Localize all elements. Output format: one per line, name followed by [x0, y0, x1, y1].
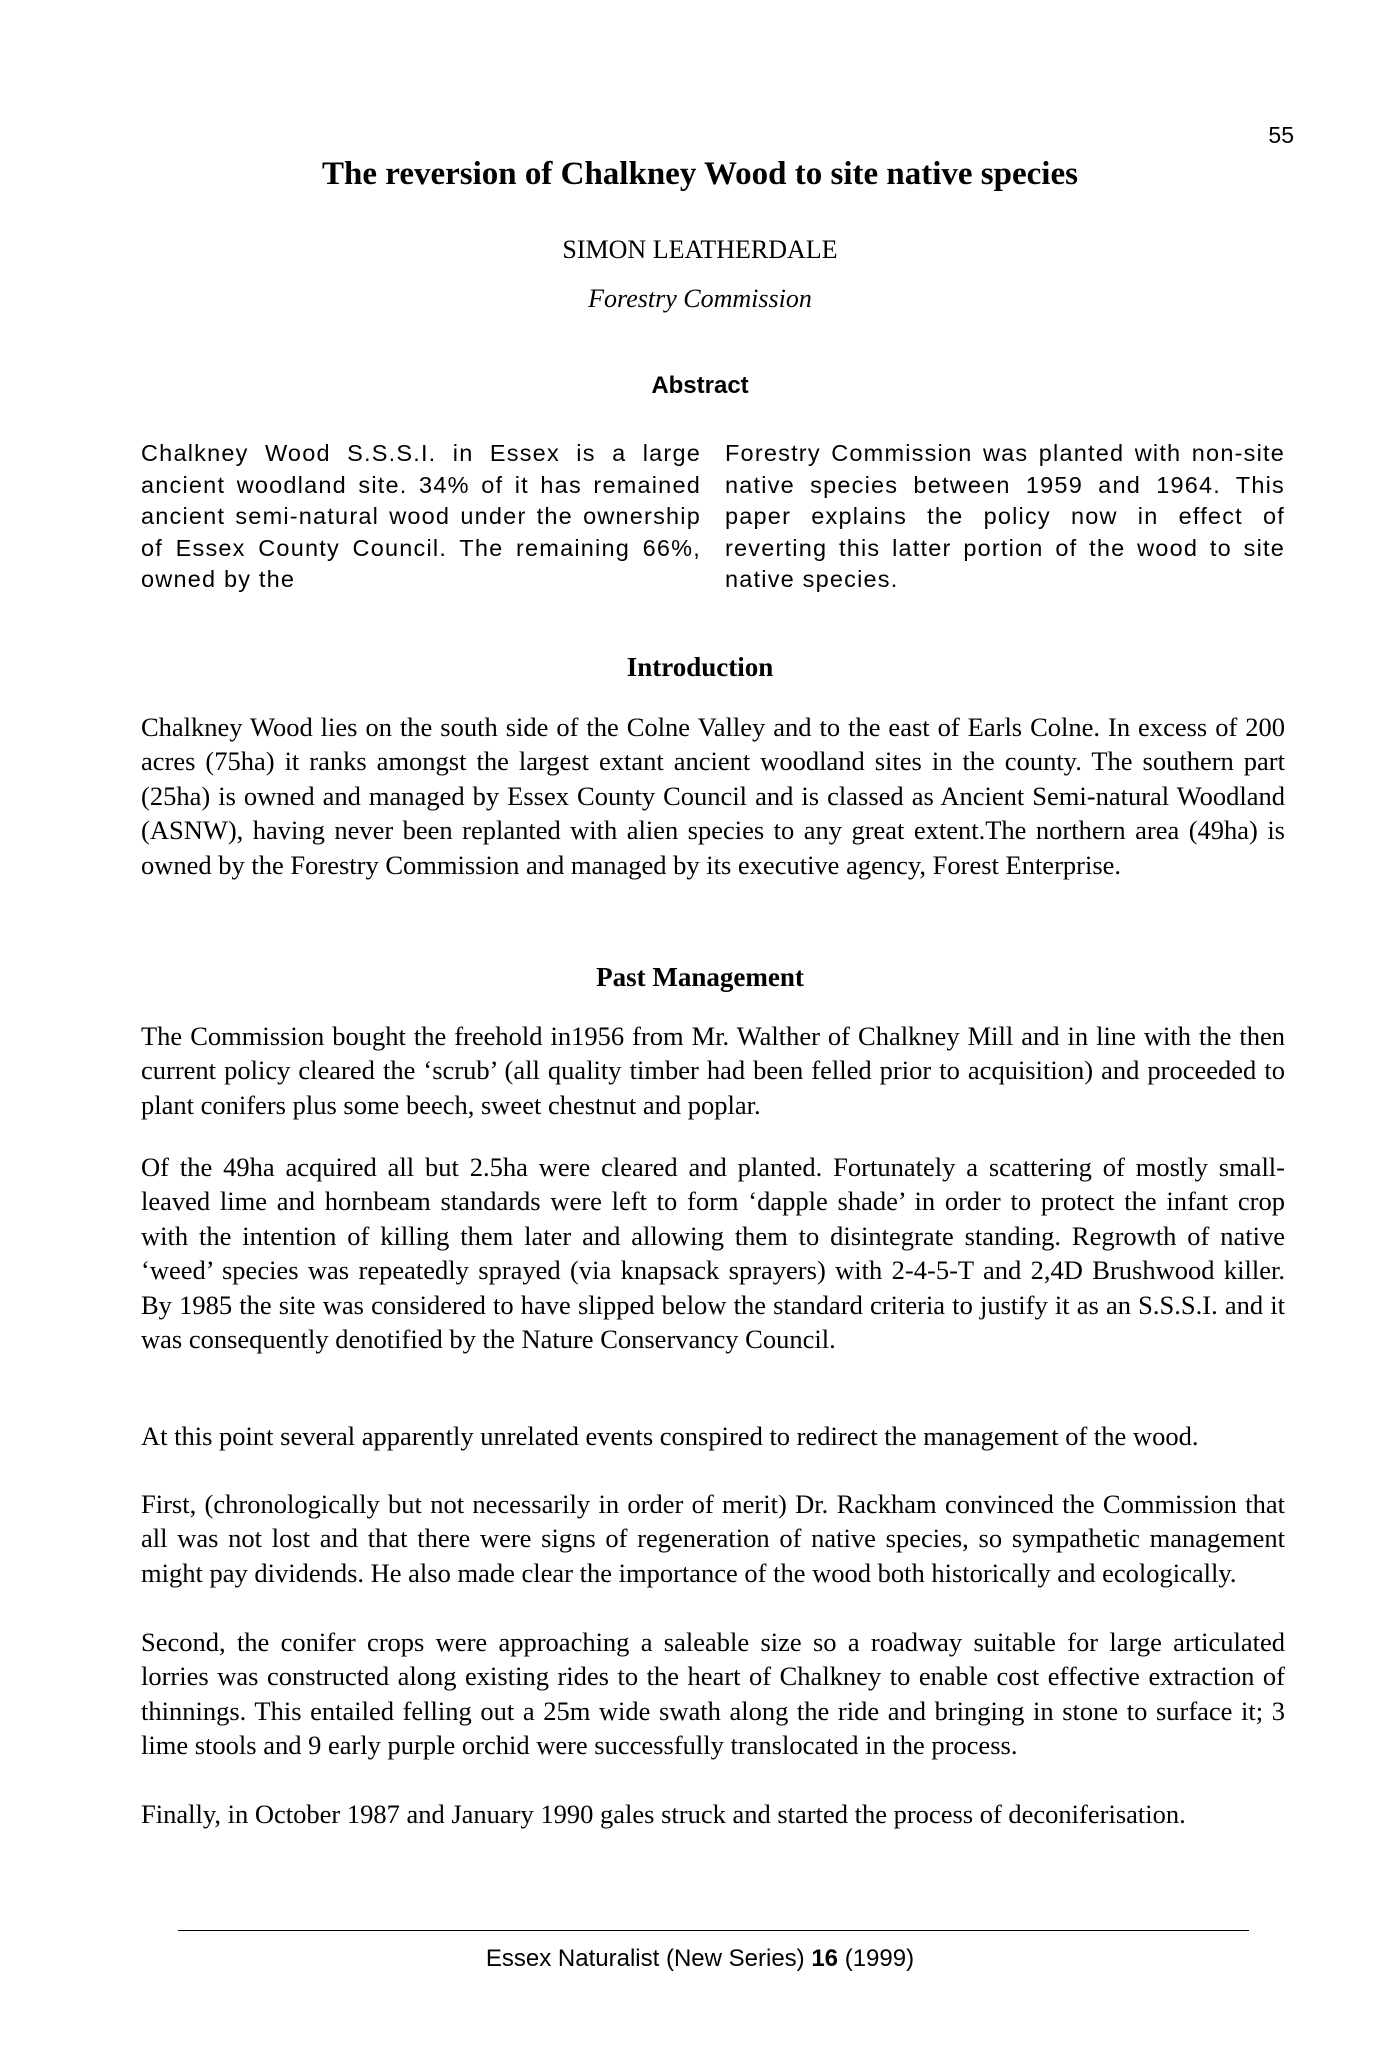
introduction-paragraph: Chalkney Wood lies on the south side of the Colne Valley and to the east of Earls Colne. In excess of 200 acres (75ha) it ranks amongst the largest extant ancient woodland sites in the county. The southern part (25ha) is owned and managed by Essex County Council and is classed as Ancient Semi-natural Woodland (ASNW), having never been replanted with alien species to any great extent.The northern area (49ha) is owned by the Forestry Commission and managed by its executive agency, Forest Enterprise. — [141, 712, 1285, 880]
footer-divider — [178, 1930, 1249, 1931]
past-management-paragraph-3: At this point several apparently unrelated events conspired to redirect the management of the wood. — [141, 1421, 1199, 1451]
article-title: The reversion of Chalkney Wood to site native species — [322, 156, 1078, 192]
past-management-paragraph-2: Of the 49ha acquired all but 2.5ha were cleared and planted. Fortunately a scattering of mostly small-leaved lime and hornbeam standards were left to form ‘dapple shade’ in order to protect the infant crop with the intention of killing them later and allowing them to disintegrate standing. Regrowth of native ‘weed’ species was repeatedly sprayed (via knapsack sprayers) with 2-4-5-T and 2,4D Brushwood killer. By 1985 the site was considered to have slipped below the standard criteria to justify it as an S.S.S.I. and it was consequently denotified by the Nature Conservancy Council. — [141, 1152, 1285, 1355]
author-name: SIMON LEATHERDALE — [562, 235, 838, 264]
past-management-paragraph-4: First, (chronologically but not necessarily in order of merit) Dr. Rackham convinced the Commission that all was not lost and that there were signs of regeneration of native species, so sympathetic management might pay dividends. He also made clear the importance of the wood both historically and ecologically. — [141, 1489, 1285, 1588]
past-management-paragraph-6: Finally, in October 1987 and January 1990 gales struck and started the process of deconiferisation. — [141, 1799, 1186, 1829]
footer-journal: Essex Naturalist (New Series) — [485, 1945, 805, 1972]
abstract-columns — [141, 438, 1285, 596]
page-number: 55 — [1268, 122, 1294, 148]
footer-year: (1999) — [844, 1945, 915, 1972]
introduction-heading: Introduction — [626, 652, 774, 682]
past-management-heading: Past Management — [596, 962, 804, 992]
abstract-column-right: Forestry Commission was planted with non-site native species between 1959 and 1964. This paper explains the policy now in effect of reverting this latter portion of the wood to site native species. — [725, 440, 1285, 592]
author-affiliation: Forestry Commission — [588, 284, 812, 313]
abstract-heading: Abstract — [651, 372, 749, 399]
past-management-paragraph-5: Second, the conifer crops were approaching a saleable size so a roadway suitable for large articulated lorries was constructed along existing rides to the heart of Chalkney to enable cost effective extraction of thinnings. This entailed felling out a 25m wide swath along the ride and bringing in stone to surface it; 3 lime stools and 9 early purple orchid were successfully translocated in the process. — [141, 1627, 1285, 1761]
abstract-column-left: Chalkney Wood S.S.S.I. in Essex is a large ancient woodland site. 34% of it has remained ancient semi-natural wood under the ownership of Essex County Council. The remaining 66%, owned by the — [141, 440, 701, 592]
past-management-paragraph-1: The Commission bought the freehold in1956 from Mr. Walther of Chalkney Mill and in line with the then current policy cleared the ‘scrub’ (all quality timber had been felled prior to acquisition) and proceeded to plant conifers plus some beech, sweet chestnut and poplar. — [141, 1021, 1285, 1120]
page-footer — [0, 1945, 1400, 1973]
footer-volume: 16 — [811, 1945, 839, 1972]
